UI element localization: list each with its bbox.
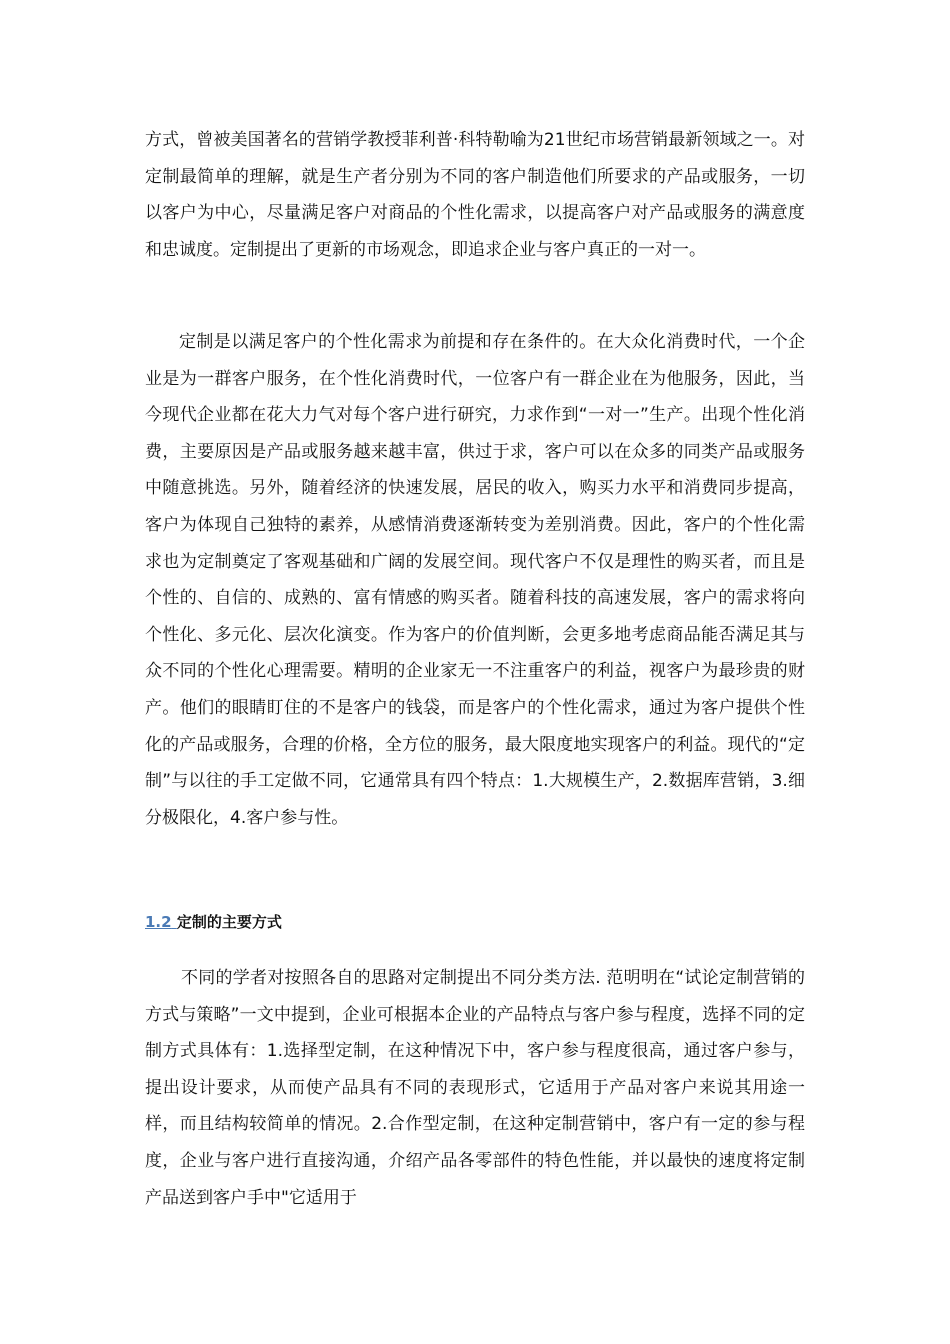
section-title: 定制的主要方式 <box>176 913 282 931</box>
section-number: 1.2 <box>145 913 172 931</box>
body-paragraph: 不同的学者对按照各自的思路对定制提出不同分类方法. 范明明在“试论定制营销的方式与策略”一文中提到，企业可根据本企业的产品特点与客户参与程度，选择不同的定制方式具体有：1.选择型定制，在这种情况下中，客户参与程度很高，通过客户参与，提出设计要求，从而使产品具有不同的表现形式，它适用于产品对客户来说其用途一样，而且结构较简单的情况。2.合作型定制，在这种定制营销中，客户有一定的参与程度，企业与客户进行直接沟通，介绍产品各零部件的特色性能，并以最快的速度将定制产品送到客户手中"它适用于 <box>145 968 805 1208</box>
body-paragraph: 方式，曾被美国著名的营销学教授菲利普·科特勒喻为21世纪市场营销最新领域之一。对定制最简单的理解，就是生产者分别为不同的客户制造他们所要求的产品或服务，一切以客户为中心，尽量满足客户对商品的个性化需求，以提高客户对产品或服务的满意度和忠诚度。定制提出了更新的市场观念，即追求企业与客户真正的一对一。 <box>145 130 805 260</box>
body-paragraph: 定制是以满足客户的个性化需求为前提和存在条件的。在大众化消费时代，一个企业是为一群客户服务，在个性化消费时代，一位客户有一群企业在为他服务，因此，当今现代企业都在花大力气对每个客户进行研究，力求作到“一对一”生产。出现个性化消费，主要原因是产品或服务越来越丰富，供过于求，客户可以在众多的同类产品或服务中随意挑选。另外，随着经济的快速发展，居民的收入，购买力水平和消费同步提高，客户为体现自己独特的素养，从感情消费逐渐转变为差别消费。因此，客户的个性化需求也为定制奠定了客观基础和广阔的发展空间。现代客户不仅是理性的购买者，而且是个性的、自信的、成熟的、富有情感的购买者。随着科技的高速发展，客户的需求将向个性化、多元化、层次化演变。作为客户的价值判断，会更多地考虑商品能否满足其与众不同的个性化心理需要。精明的企业家无一不注重客户的利益，视客户为最珍贵的财产。他们的眼睛盯住的不是客户的钱袋，而是客户的个性化需求，通过为客户提供个性化的产品或服务，合理的价格，全方位的服务，最大限度地实现客户的利益。现代的“定制”与以往的手工定做不同，它通常具有四个特点：1.大规模生产，2.数据库营销，3.细分极限化，4.客户参与性。 <box>145 332 805 828</box>
section-heading <box>145 910 282 934</box>
